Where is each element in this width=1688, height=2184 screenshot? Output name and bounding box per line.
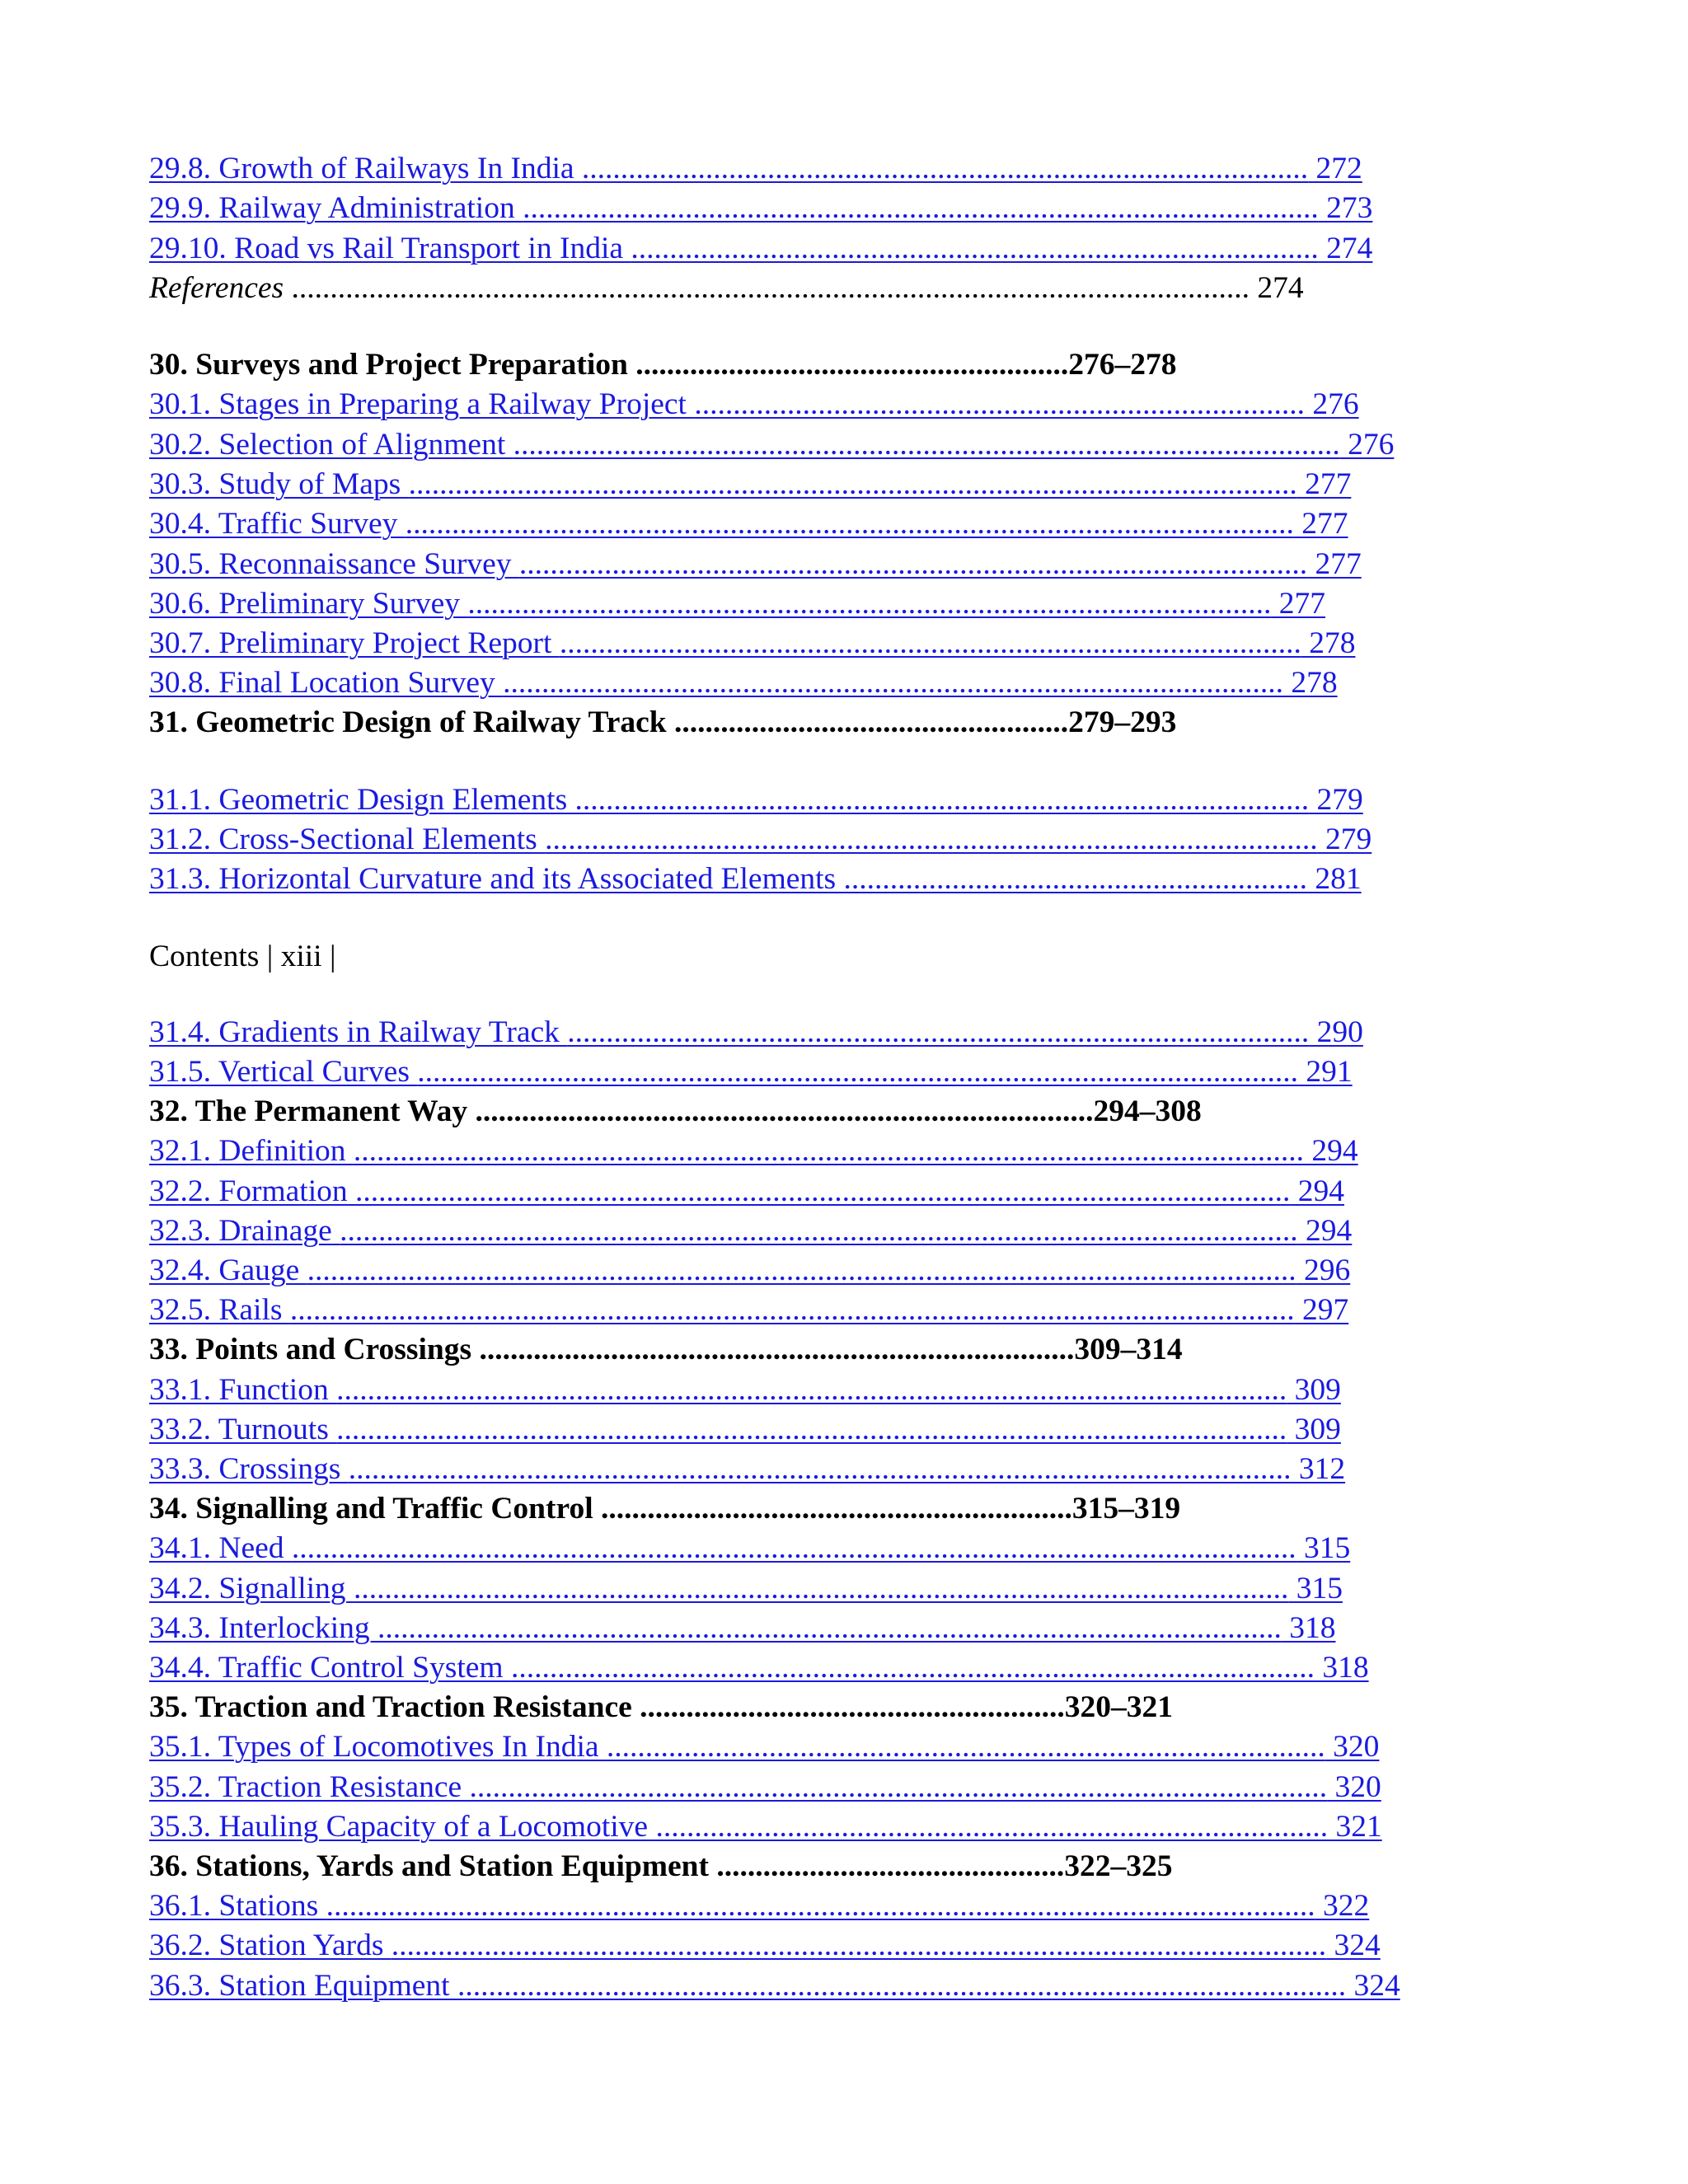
- toc-entry-30-5[interactable]: 30.5. Reconnaissance Survey ...................................................................................................... 277: [149, 547, 1362, 581]
- toc-entry-31-1[interactable]: 31.1. Geometric Design Elements ............................................................................................... 279: [149, 783, 1363, 817]
- page-running-header: Contents | xiii |: [149, 940, 336, 973]
- chapter-heading-32: 32. The Permanent Way ................................................................................294–308: [149, 1094, 1202, 1128]
- toc-entry-33-3[interactable]: 33.3. Crossings .......................................................................................................................... 312: [149, 1452, 1346, 1486]
- toc-entry-33-2[interactable]: 33.2. Turnouts ........................................................................................................................... 309: [149, 1413, 1341, 1446]
- toc-entry-29-8[interactable]: 29.8. Growth of Railways In India .............................................................................................. 272: [149, 152, 1362, 185]
- toc-entry-34-4[interactable]: 34.4. Traffic Control System ........................................................................................................ 318: [149, 1651, 1369, 1685]
- toc-entry-31-4[interactable]: 31.4. Gradients in Railway Track ................................................................................................ 290: [149, 1015, 1363, 1049]
- toc-entry-35-3[interactable]: 35.3. Hauling Capacity of a Locomotive ....................................................................................... 321: [149, 1810, 1382, 1844]
- toc-entry-30-2[interactable]: 30.2. Selection of Alignment ........................................................................................................... 276: [149, 428, 1395, 462]
- chapter-heading-31: 31. Geometric Design of Railway Track ...................................................279–293: [149, 705, 1177, 739]
- toc-entry-31-2[interactable]: 31.2. Cross-Sectional Elements .................................................................................................... 279: [149, 823, 1372, 856]
- toc-entry-36-2[interactable]: 36.2. Station Yards ......................................................................................................................... 324: [149, 1929, 1381, 1962]
- toc-entry-34-3[interactable]: 34.3. Interlocking ..................................................................................................................... 318: [149, 1611, 1336, 1645]
- chapter-heading-33: 33. Points and Crossings .............................................................................309–314: [149, 1333, 1183, 1366]
- toc-entry-32-4[interactable]: 32.4. Gauge ................................................................................................................................ 296: [149, 1254, 1351, 1287]
- toc-entry-32-2[interactable]: 32.2. Formation ......................................................................................................................... 294: [149, 1174, 1344, 1208]
- toc-entry-30-8[interactable]: 30.8. Final Location Survey ..................................................................................................... 278: [149, 666, 1338, 700]
- toc-entry-34-2[interactable]: 34.2. Signalling ......................................................................................................................... 315: [149, 1572, 1343, 1605]
- chapter-heading-30: 30. Surveys and Project Preparation ........................................................276–278: [149, 348, 1177, 382]
- chapter-heading-34: 34. Signalling and Traffic Control .............................................................315–319: [149, 1492, 1181, 1526]
- chapter-heading-35: 35. Traction and Traction Resistance .......................................................320–321: [149, 1690, 1174, 1724]
- toc-entry-31-3[interactable]: 31.3. Horizontal Curvature and its Associated Elements ............................................................ 281: [149, 862, 1362, 896]
- toc-entry-29-10[interactable]: 29.10. Road vs Rail Transport in India ......................................................................................... 274: [149, 232, 1373, 265]
- toc-entry-30-6[interactable]: 30.6. Preliminary Survey ........................................................................................................ 277: [149, 587, 1326, 621]
- toc-entry-30-7[interactable]: 30.7. Preliminary Project Report ................................................................................................ 278: [149, 626, 1356, 660]
- toc-entry-32-3[interactable]: 32.3. Drainage ............................................................................................................................ 294: [149, 1214, 1353, 1248]
- toc-entry-32-5[interactable]: 32.5. Rails .................................................................................................................................. 297: [149, 1293, 1349, 1327]
- toc-entry-30-3[interactable]: 30.3. Study of Maps ................................................................................................................... 277: [149, 467, 1352, 501]
- toc-entry-33-1[interactable]: 33.1. Function ........................................................................................................................... 309: [149, 1373, 1341, 1407]
- toc-entry-35-2[interactable]: 35.2. Traction Resistance ............................................................................................................... 320: [149, 1770, 1381, 1804]
- toc-entry-36-3[interactable]: 36.3. Station Equipment ................................................................................................................... 324: [149, 1969, 1400, 2003]
- toc-entry-32-1[interactable]: 32.1. Definition ........................................................................................................................... 294: [149, 1134, 1358, 1168]
- toc-entry-35-1[interactable]: 35.1. Types of Locomotives In India ............................................................................................. 320: [149, 1730, 1380, 1764]
- toc-entry-references: References ............................................................................................................................ 274: [149, 271, 1304, 305]
- toc-entry-34-1[interactable]: 34.1. Need .................................................................................................................................. 315: [149, 1531, 1351, 1565]
- toc-entry-29-9[interactable]: 29.9. Railway Administration ....................................................................................................... 273: [149, 191, 1373, 225]
- toc-entry-31-5[interactable]: 31.5. Vertical Curves .................................................................................................................. 291: [149, 1055, 1353, 1089]
- toc-entry-30-4[interactable]: 30.4. Traffic Survey ................................................................................................................... 277: [149, 507, 1348, 541]
- chapter-heading-36: 36. Stations, Yards and Station Equipment .............................................322–325: [149, 1849, 1173, 1883]
- toc-entry-30-1[interactable]: 30.1. Stages in Preparing a Railway Project ............................................................................... 276: [149, 387, 1359, 421]
- toc-entry-36-1[interactable]: 36.1. Stations ................................................................................................................................ 322: [149, 1889, 1370, 1923]
